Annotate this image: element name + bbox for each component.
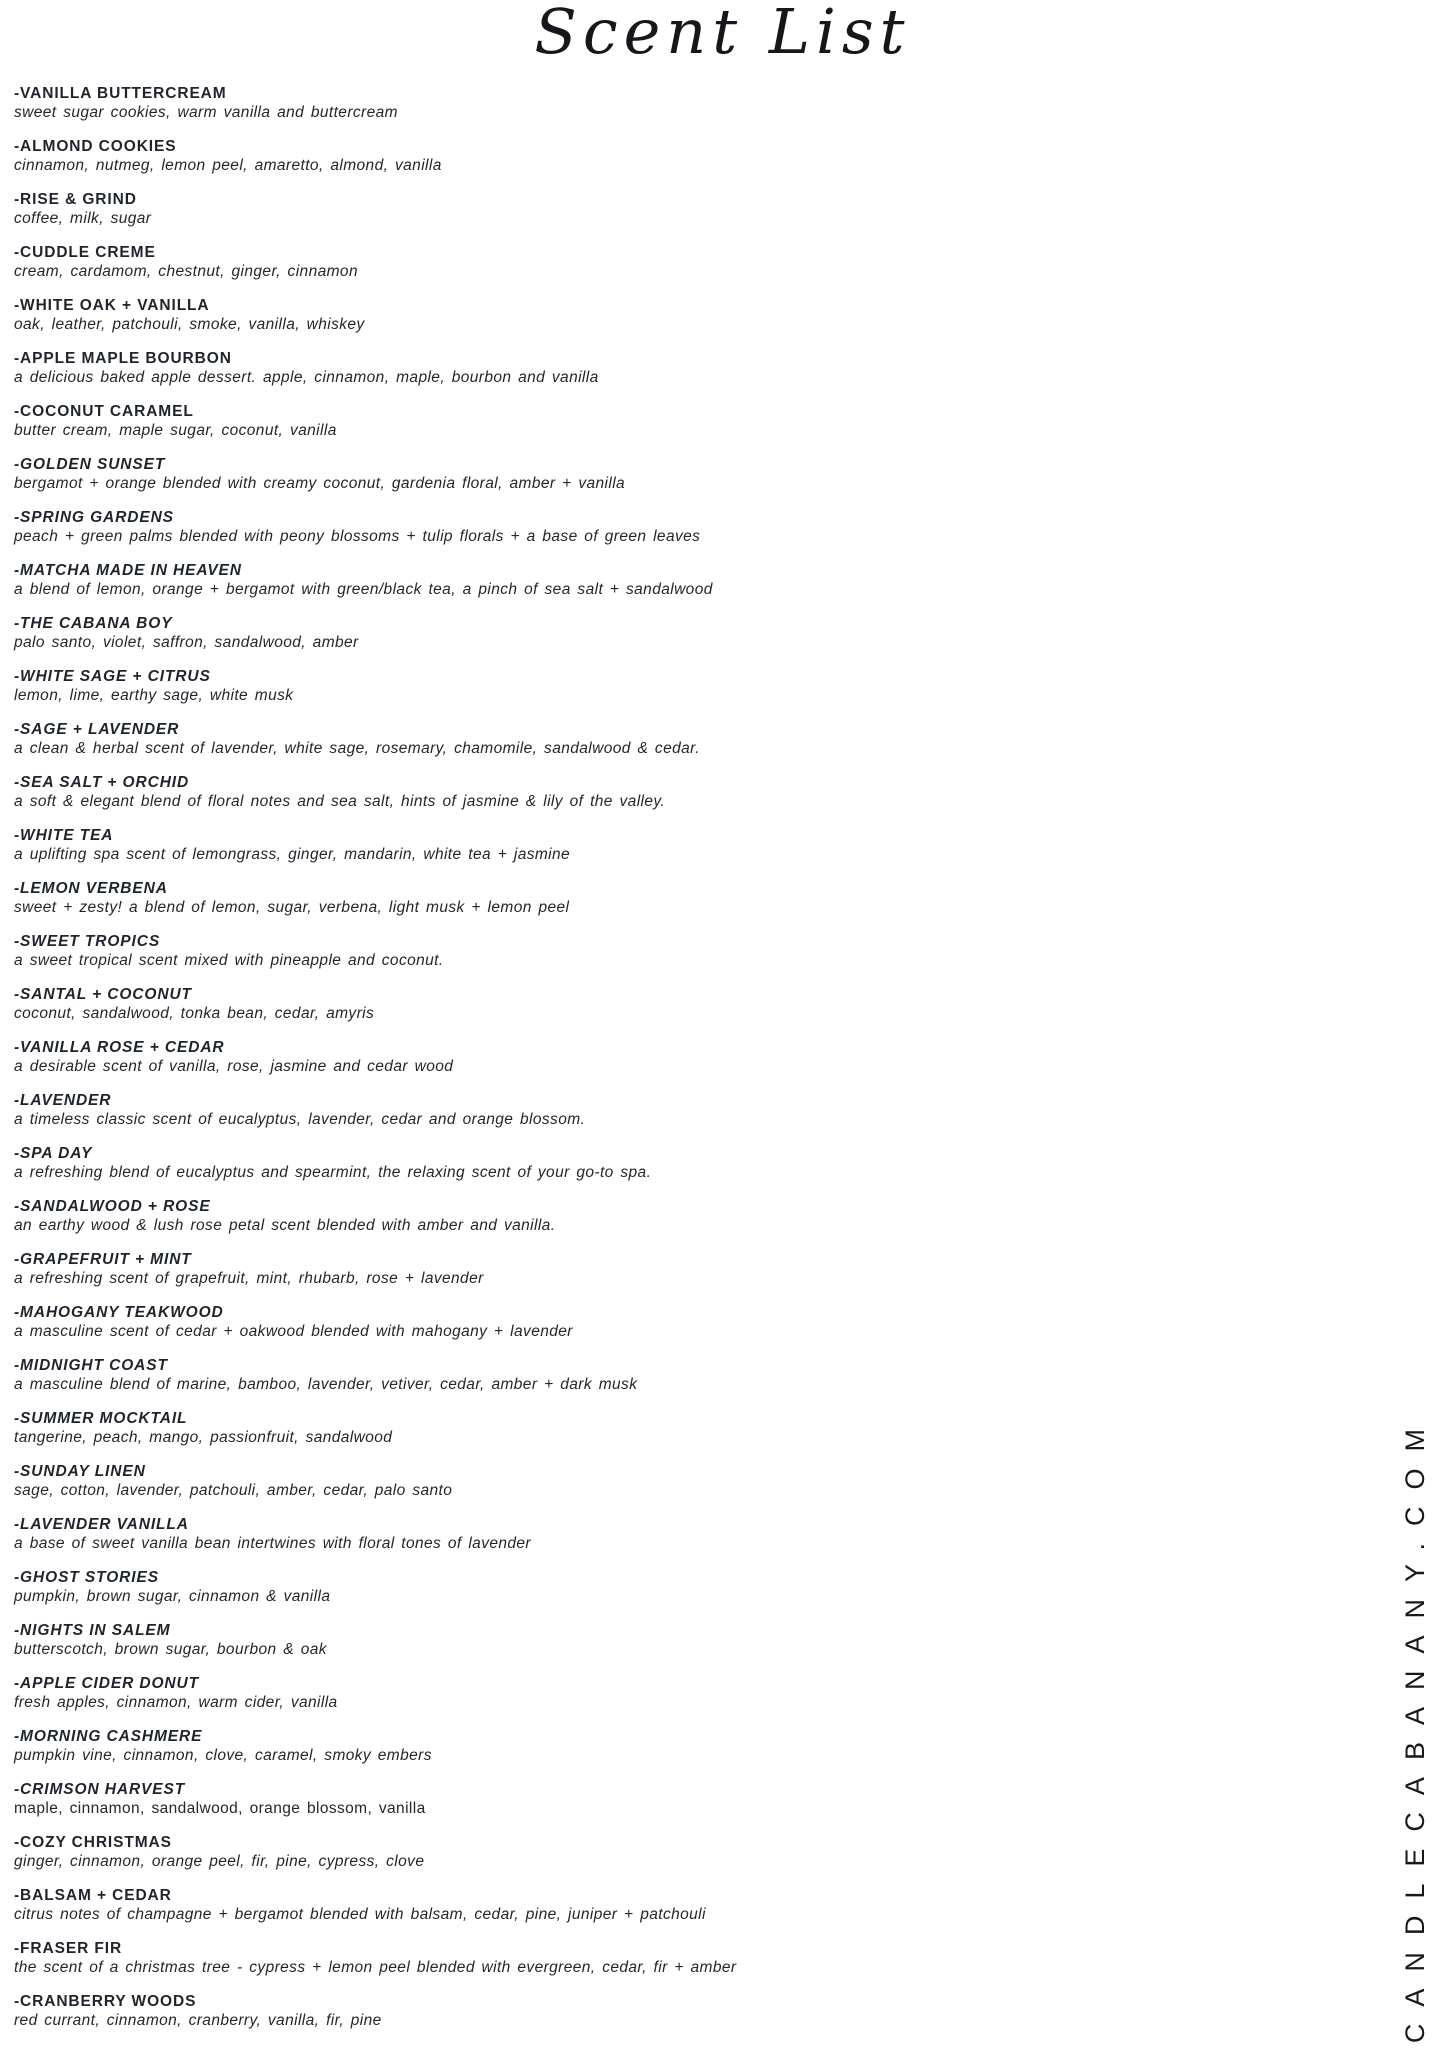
scent-description: a base of sweet vanilla bean intertwines with floral tones of lavender	[14, 1535, 531, 1552]
scent-description: red currant, cinnamon, cranberry, vanilla, fir, pine	[14, 2012, 382, 2029]
scent-name: -LAVENDER	[14, 1092, 112, 1109]
scent-name: -MIDNIGHT COAST	[14, 1357, 168, 1374]
scent-description: a refreshing blend of eucalyptus and spearmint, the relaxing scent of your go-to spa.	[14, 1164, 652, 1181]
list-item	[14, 773, 1334, 811]
scent-description: sweet + zesty! a blend of lemon, sugar, verbena, light musk + lemon peel	[14, 899, 570, 916]
list-item	[14, 84, 1334, 122]
scent-description: tangerine, peach, mango, passionfruit, sandalwood	[14, 1429, 393, 1446]
scent-name: -FRASER FIR	[14, 1940, 123, 1957]
scent-description: fresh apples, cinnamon, warm cider, vanilla	[14, 1694, 338, 1711]
list-item	[14, 985, 1334, 1023]
scent-description: cinnamon, nutmeg, lemon peel, amaretto, almond, vanilla	[14, 157, 442, 174]
scent-description: a masculine blend of marine, bamboo, lavender, vetiver, cedar, amber + dark musk	[14, 1376, 638, 1393]
scent-name: -VANILLA BUTTERCREAM	[14, 85, 227, 102]
scent-name: -VANILLA ROSE + CEDAR	[14, 1039, 225, 1056]
list-item	[14, 1939, 1334, 1977]
scent-name: -SUMMER MOCKTAIL	[14, 1410, 188, 1427]
list-item	[14, 1462, 1334, 1500]
list-item	[14, 1674, 1334, 1712]
scent-name: -MAHOGANY TEAKWOOD	[14, 1304, 224, 1321]
list-item	[14, 1727, 1334, 1765]
list-item	[14, 667, 1334, 705]
scent-name: -GOLDEN SUNSET	[14, 456, 166, 473]
list-item	[14, 826, 1334, 864]
scent-name: -LAVENDER VANILLA	[14, 1516, 189, 1533]
scent-name: -SPRING GARDENS	[14, 509, 174, 526]
scent-description: oak, leather, patchouli, smoke, vanilla, whiskey	[14, 316, 365, 333]
scent-description: butterscotch, brown sugar, bourbon & oak	[14, 1641, 327, 1658]
list-item	[14, 1197, 1334, 1235]
page-title: Scent List	[534, 0, 911, 68]
scent-name: -MORNING CASHMERE	[14, 1728, 203, 1745]
scent-name: -LEMON VERBENA	[14, 880, 168, 897]
scent-name: -ALMOND COOKIES	[14, 138, 177, 155]
list-item	[14, 614, 1334, 652]
list-item	[14, 1621, 1334, 1659]
scent-name: -SANTAL + COCONUT	[14, 986, 192, 1003]
scent-name: -SAGE + LAVENDER	[14, 721, 180, 738]
list-item	[14, 349, 1334, 387]
scent-description: sweet sugar cookies, warm vanilla and buttercream	[14, 104, 398, 121]
scent-description: a uplifting spa scent of lemongrass, ginger, mandarin, white tea + jasmine	[14, 846, 571, 863]
scent-description: coffee, milk, sugar	[14, 210, 152, 227]
list-item	[14, 1250, 1334, 1288]
scent-name: -SANDALWOOD + ROSE	[14, 1198, 211, 1215]
scent-name: -THE CABANA BOY	[14, 615, 173, 632]
scent-name: -WHITE TEA	[14, 827, 114, 844]
list-item	[14, 1091, 1334, 1129]
scent-description: a timeless classic scent of eucalyptus, lavender, cedar and orange blossom.	[14, 1111, 586, 1128]
scent-description: peach + green palms blended with peony blossoms + tulip florals + a base of green leaves	[14, 528, 701, 545]
scent-name: -MATCHA MADE IN HEAVEN	[14, 562, 242, 579]
scent-description: maple, cinnamon, sandalwood, orange blossom, vanilla	[14, 1800, 426, 1817]
scent-description: a clean & herbal scent of lavender, white sage, rosemary, chamomile, sandalwood & cedar.	[14, 740, 700, 757]
scent-description: a masculine scent of cedar + oakwood blended with mahogany + lavender	[14, 1323, 573, 1340]
scent-name: -SPA DAY	[14, 1145, 93, 1162]
list-item	[14, 402, 1334, 440]
list-item	[14, 1568, 1334, 1606]
list-item	[14, 1992, 1334, 2030]
scent-name: -GRAPEFRUIT + MINT	[14, 1251, 192, 1268]
scent-description: citrus notes of champagne + bergamot blended with balsam, cedar, pine, juniper + patchouli	[14, 1906, 706, 1923]
list-item	[14, 1409, 1334, 1447]
scent-name: -CRIMSON HARVEST	[14, 1781, 186, 1798]
scent-description: bergamot + orange blended with creamy coconut, gardenia floral, amber + vanilla	[14, 475, 626, 492]
scent-description: coconut, sandalwood, tonka bean, cedar, amyris	[14, 1005, 375, 1022]
list-item	[14, 1833, 1334, 1871]
scent-description: pumpkin vine, cinnamon, clove, caramel, smoky embers	[14, 1747, 432, 1764]
list-item	[14, 720, 1334, 758]
scent-name: -COZY CHRISTMAS	[14, 1834, 172, 1851]
list-item	[14, 879, 1334, 917]
list-item	[14, 932, 1334, 970]
scent-name: -SEA SALT + ORCHID	[14, 774, 190, 791]
scent-name: -CRANBERRY WOODS	[14, 1993, 197, 2010]
scent-name: -WHITE OAK + VANILLA	[14, 297, 210, 314]
scent-description: an earthy wood & lush rose petal scent blended with amber and vanilla.	[14, 1217, 556, 1234]
scent-description: a refreshing scent of grapefruit, mint, rhubarb, rose + lavender	[14, 1270, 484, 1287]
list-item	[14, 455, 1334, 493]
scent-name: -CUDDLE CREME	[14, 244, 156, 261]
website-url-vertical: CANDLECABANANY.COM	[1400, 1411, 1430, 2043]
list-item	[14, 508, 1334, 546]
list-item	[14, 1303, 1334, 1341]
scent-description: a soft & elegant blend of floral notes and sea salt, hints of jasmine & lily of the valley.	[14, 793, 666, 810]
list-item	[14, 190, 1334, 228]
list-item	[14, 1356, 1334, 1394]
scent-description: a desirable scent of vanilla, rose, jasmine and cedar wood	[14, 1058, 454, 1075]
scent-description: palo santo, violet, saffron, sandalwood, amber	[14, 634, 359, 651]
scent-name: -APPLE CIDER DONUT	[14, 1675, 199, 1692]
scent-name: -GHOST STORIES	[14, 1569, 159, 1586]
scent-description: butter cream, maple sugar, coconut, vanilla	[14, 422, 337, 439]
scent-description: a sweet tropical scent mixed with pineapple and coconut.	[14, 952, 444, 969]
list-item	[14, 561, 1334, 599]
list-item	[14, 1038, 1334, 1076]
scent-name: -APPLE MAPLE BOURBON	[14, 350, 232, 367]
scent-name: -SUNDAY LINEN	[14, 1463, 146, 1480]
scent-description: sage, cotton, lavender, patchouli, amber, cedar, palo santo	[14, 1482, 453, 1499]
scent-description: a blend of lemon, orange + bergamot with green/black tea, a pinch of sea salt + sandalwood	[14, 581, 713, 598]
scent-description: the scent of a christmas tree - cypress + lemon peel blended with evergreen, cedar, fir + amber	[14, 1959, 737, 1976]
scent-name: -SWEET TROPICS	[14, 933, 161, 950]
scent-name: -RISE & GRIND	[14, 191, 137, 208]
list-item	[14, 1515, 1334, 1553]
list-item	[14, 243, 1334, 281]
scent-name: -BALSAM + CEDAR	[14, 1887, 172, 1904]
list-item	[14, 1144, 1334, 1182]
scent-description: ginger, cinnamon, orange peel, fir, pine, cypress, clove	[14, 1853, 425, 1870]
list-item	[14, 296, 1334, 334]
scent-description: pumpkin, brown sugar, cinnamon & vanilla	[14, 1588, 331, 1605]
scent-name: -COCONUT CARAMEL	[14, 403, 194, 420]
scent-name: -WHITE SAGE + CITRUS	[14, 668, 211, 685]
scent-description: a delicious baked apple dessert. apple, cinnamon, maple, bourbon and vanilla	[14, 369, 599, 386]
list-item	[14, 137, 1334, 175]
list-item	[14, 1780, 1334, 1818]
scent-description: cream, cardamom, chestnut, ginger, cinnamon	[14, 263, 358, 280]
scent-list	[14, 84, 1334, 2045]
list-item	[14, 1886, 1334, 1924]
scent-description: lemon, lime, earthy sage, white musk	[14, 687, 294, 704]
scent-name: -NIGHTS IN SALEM	[14, 1622, 171, 1639]
